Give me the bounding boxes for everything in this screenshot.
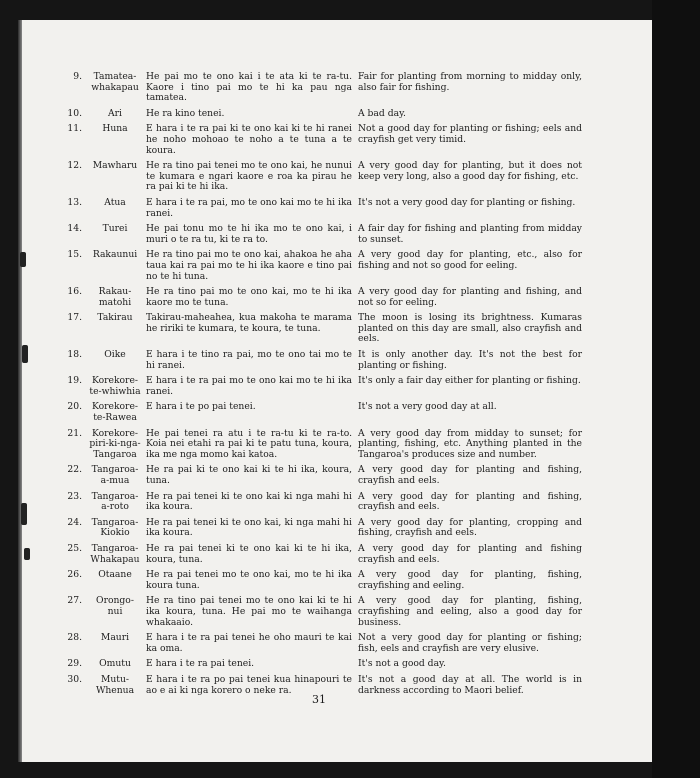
moon-day-name: Atua xyxy=(104,196,126,208)
moon-day-name: Korekore- piri-ki-nga- Tangaroa xyxy=(89,427,141,460)
moon-day-name: Korekore- te-Rawea xyxy=(91,401,138,424)
binding-mark xyxy=(24,548,30,560)
english-description: A fair day for fishing and planting from midday to sunset. xyxy=(358,223,582,245)
english-description: A very good day for planting, cropping and fishing, crayfish and eels. xyxy=(358,516,582,539)
table-row xyxy=(56,223,582,245)
table-row xyxy=(56,312,582,345)
day-number: 24. xyxy=(67,516,82,528)
maori-description: E hara i te ra pai, mo te ono kai mo te hi ika ranei. xyxy=(146,196,352,219)
day-number: 17. xyxy=(67,312,82,324)
day-number: 19. xyxy=(67,375,82,387)
moon-day-name: Tangaroa- Whakapau xyxy=(90,542,140,565)
table-row xyxy=(56,109,576,120)
day-number: 28. xyxy=(67,632,82,644)
maori-description: He pai tonu mo te hi ika mo te ono kai, i muri o te ra tu, ki te ra to. xyxy=(146,223,352,245)
day-number: 13. xyxy=(67,196,82,208)
moon-day-name: Huna xyxy=(102,123,128,135)
maori-description: He pai mo te ono kai i te ata ki te ra-tu. Kaore i tino pai mo te hi ka pau nga tamatea. xyxy=(146,71,352,104)
english-description: A very good day for planting and fishing, crayfish and eels. xyxy=(358,464,582,486)
table-row xyxy=(56,632,582,654)
moon-day-name: Omutu xyxy=(99,658,131,670)
table-row xyxy=(56,659,576,670)
maori-description: E hara i te po pai tenei. xyxy=(146,401,256,413)
day-number: 29. xyxy=(67,658,82,670)
binding-mark xyxy=(22,345,28,363)
moon-day-name: Tangaroa- Kiokio xyxy=(91,516,139,539)
maori-description: E hara i te ra pai tenei. xyxy=(146,658,255,670)
maori-description: E hara i te ra po pai tenei kua hinapouri te ao e ai ki nga korero o neke ra. xyxy=(146,673,352,696)
table-row xyxy=(56,427,582,461)
table-row xyxy=(56,71,582,104)
table-row xyxy=(56,375,581,397)
moon-day-name: Mawharu xyxy=(92,160,138,172)
maori-description: He ra tino pai mo te ono kai, mo te hi ika kaore mo te tuna. xyxy=(146,286,352,308)
english-description: Fair for planting from morning to midday only, also fair for fishing. xyxy=(358,71,582,93)
english-description: A very good day for planting, fishing, crayfishing and eeling. xyxy=(358,569,582,591)
maori-description: E hara i te ra pai mo te ono kai mo te hi ika ranei. xyxy=(146,375,352,397)
maori-description: E hara i te ra pai tenei he oho mauri te kai ka oma. xyxy=(146,632,352,654)
table-row xyxy=(56,286,582,308)
day-number: 16. xyxy=(67,286,82,298)
moon-day-name: Otaane xyxy=(98,569,132,581)
maori-description: E hara i te tino ra pai, mo te ono tai mo te hi ranei. xyxy=(146,349,352,371)
moon-day-name: Tangaroa- a-mua xyxy=(91,464,139,486)
english-description: A very good day for planting and fishing, crayfish and eels. xyxy=(358,490,582,513)
moon-day-name: Korekore- te-whiwhia xyxy=(89,375,141,397)
maori-description: He pai tenei ra atu i te ra-tu ki te ra-to. Koia nei etahi ra pai ki te patu tuna, koura, ika me nga momo kai katoa. xyxy=(146,427,352,460)
day-number: 27. xyxy=(67,595,82,607)
english-description: It's not a very good day at all. xyxy=(358,401,497,413)
english-description: A very good day for planting, etc., also for fishing and not so good for eeling. xyxy=(358,249,582,271)
english-description: It is only another day. It's not the best for planting or fishing. xyxy=(358,349,582,371)
moon-day-name: Oike xyxy=(104,349,126,361)
english-description: A very good day for planting and fishing, and not so for eeling. xyxy=(358,286,582,308)
moon-day-name: Takirau xyxy=(97,312,133,324)
table-row xyxy=(56,569,582,591)
day-number: 30. xyxy=(67,673,82,685)
moon-day-name: Turei xyxy=(102,223,128,235)
maori-description: He ra pai ki te ono kai ki te hi ika, koura, tuna. xyxy=(146,464,352,486)
moon-days-table xyxy=(56,71,582,701)
maori-description: E hara i te ra pai ki te ono kai ki te hi ranei he noho mohoao te noho a te tuna a te koura. xyxy=(146,123,352,156)
english-description: A very good day for planting and fishing crayfish and eels. xyxy=(358,542,582,565)
page-spine-shadow xyxy=(18,20,22,762)
maori-description: He ra pai tenei ki te ono kai, ki nga mahi hi ika koura. xyxy=(146,516,352,539)
english-description: A very good day from midday to sunset; for planting, fishing, etc. Anything planted in the Tangaroa's produces size and number. xyxy=(358,427,582,460)
table-row xyxy=(56,123,582,156)
moon-day-name: Orongo- nui xyxy=(96,595,134,617)
table-row xyxy=(56,542,582,565)
english-description: The moon is losing its brightness. Kumaras planted on this day are small, also crayfish and eels. xyxy=(358,312,582,345)
moon-day-name: Mauri xyxy=(100,632,130,644)
table-row xyxy=(56,464,582,486)
english-description: Not a good day for planting or fishing; eels and crayfish get very timid. xyxy=(358,123,582,145)
day-number: 18. xyxy=(67,349,82,361)
maori-description: He ra tino pai mo te ono kai, ahakoa he aha taua kai ra pai mo te hi ika kaore e tino pai no te hi tuna. xyxy=(146,249,352,282)
moon-day-name: Tamatea- whakapau xyxy=(91,71,139,93)
english-description: A very good day for planting, fishing, crayfishing and eeling, also a good day for business. xyxy=(358,595,582,628)
day-number: 25. xyxy=(67,542,82,554)
table-row xyxy=(56,198,576,219)
day-number: 23. xyxy=(67,490,82,502)
day-number: 15. xyxy=(67,249,82,261)
table-row xyxy=(56,490,582,513)
day-number: 9. xyxy=(73,71,82,82)
table-row xyxy=(56,402,576,423)
maori-description: He ra tino pai tenei mo te ono kai, he nunui te kumara e ngari kaore e roa ka pirau he ra pai ki te hi ika. xyxy=(146,160,352,193)
maori-description: He ra kino tenei. xyxy=(146,107,225,119)
english-description: A bad day. xyxy=(358,107,406,119)
day-number: 20. xyxy=(67,401,82,413)
moon-day-name: Ari xyxy=(108,107,122,119)
day-number: 11. xyxy=(67,123,82,135)
scan-background-right xyxy=(652,0,700,778)
maori-description: He ra pai tenei ki te ono kai ki te hi ika, koura, tuna. xyxy=(146,542,352,565)
maori-description: Takirau-maheahea, kua makoha te marama he ririki te kumara, te koura, te tuna. xyxy=(146,312,352,334)
binding-mark xyxy=(21,503,27,525)
moon-day-name: Tangaroa- a-roto xyxy=(91,490,139,513)
moon-day-name: Rakau- matohi xyxy=(98,286,132,308)
english-description: Not a very good day for planting or fishing; fish, eels and crayfish are very elusive. xyxy=(358,632,582,654)
english-description: A very good day for planting, but it does not keep very long, also a good day for fishing, etc. xyxy=(358,160,582,182)
table-row xyxy=(56,595,582,628)
maori-description: He ra pai tenei mo te ono kai, mo te hi ika koura tuna. xyxy=(146,569,352,591)
english-description: It's only a fair day either for planting or fishing. xyxy=(358,375,581,387)
english-description: It's not a good day. xyxy=(358,658,446,670)
english-description: It's not a good day at all. The world is in darkness according to Maori belief. xyxy=(358,673,582,696)
table-row xyxy=(56,249,582,282)
binding-mark xyxy=(20,252,26,267)
day-number: 14. xyxy=(67,223,82,235)
table-row xyxy=(56,160,582,193)
page-number: 31 xyxy=(312,693,326,706)
maori-description: He ra pai tenei ki te ono kai ki nga mahi hi ika koura. xyxy=(146,490,352,513)
english-description: It's not a very good day for planting or fishing. xyxy=(358,196,576,208)
day-number: 22. xyxy=(67,464,82,476)
day-number: 12. xyxy=(67,160,82,172)
table-row xyxy=(56,516,582,539)
maori-description: He ra tino pai tenei mo te ono kai ki te hi ika koura, tuna. He pai mo te waihanga whakaaio. xyxy=(146,595,352,628)
day-number: 10. xyxy=(67,107,82,119)
moon-day-name: Rakaunui xyxy=(92,249,138,261)
moon-day-name: Mutu- Whenua xyxy=(95,673,135,696)
table-row xyxy=(56,349,582,371)
day-number: 21. xyxy=(67,427,82,439)
day-number: 26. xyxy=(67,569,82,581)
